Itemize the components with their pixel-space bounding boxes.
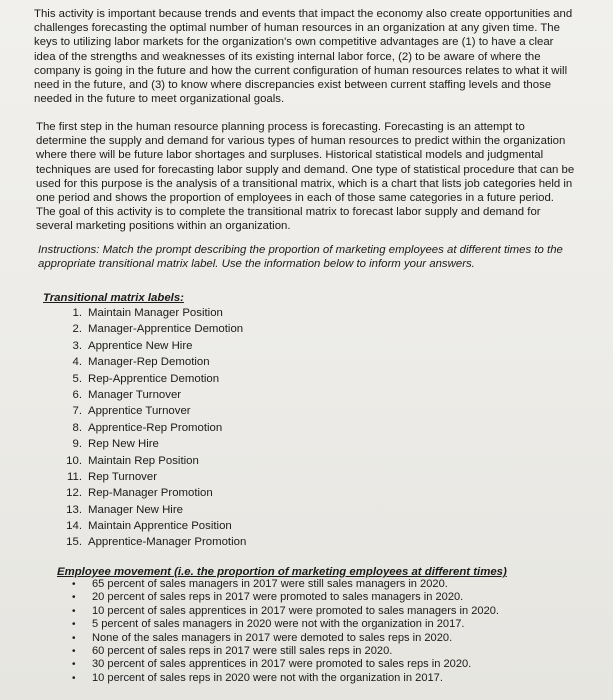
list-number: 13. — [66, 503, 82, 516]
matrix-label-text: Rep-Manager Promotion — [88, 487, 213, 500]
bullet-icon: • — [72, 592, 76, 604]
matrix-label-text: Maintain Apprentice Position — [88, 520, 232, 533]
matrix-label-text: Apprentice Turnover — [88, 405, 191, 418]
movement-text: 10 percent of sales reps in 2020 were not with the organization in 2017. — [92, 671, 443, 684]
bullet-icon: • — [72, 605, 76, 617]
movement-item — [72, 658, 499, 671]
list-number: 9. — [72, 438, 82, 451]
matrix-label-text: Manager-Apprentice Demotion — [88, 323, 244, 336]
bullet-icon: • — [72, 579, 76, 590]
transitional-matrix-labels-list — [62, 305, 246, 551]
matrix-label-item — [62, 321, 246, 337]
matrix-label-text: Rep Turnover — [88, 470, 158, 483]
matrix-label-item — [62, 403, 246, 419]
movement-text: 20 percent of sales reps in 2017 were promoted to sales managers in 2020. — [92, 591, 464, 604]
list-number: 2. — [72, 323, 82, 336]
movement-text: 10 percent of sales apprentices in 2017 were promoted to sales managers in 2020. — [92, 604, 500, 617]
matrix-label-item — [62, 453, 246, 469]
movement-item — [72, 591, 499, 604]
list-number: 7. — [72, 405, 82, 418]
list-number: 10. — [66, 454, 82, 467]
matrix-label-text: Manager-Rep Demotion — [88, 356, 210, 369]
matrix-label-text: Apprentice-Rep Promotion — [88, 421, 223, 434]
list-number: 11. — [67, 470, 82, 483]
matrix-label-text: Manager New Hire — [88, 503, 183, 516]
movement-text: 5 percent of sales managers in 2020 were not with the organization in 2017. — [92, 618, 465, 631]
matrix-label-text: Rep New Hire — [88, 438, 159, 451]
movement-text: None of the sales managers in 2017 were demoted to sales reps in 2020. — [92, 631, 453, 644]
bullet-icon: • — [72, 659, 76, 671]
movement-item — [72, 672, 499, 685]
matrix-label-item — [62, 420, 246, 436]
bullet-icon: • — [72, 672, 76, 684]
movement-item — [72, 632, 499, 645]
bullet-icon: • — [72, 645, 76, 657]
employee-movement-list — [72, 578, 499, 685]
matrix-label-item — [62, 436, 246, 452]
list-number: 8. — [72, 421, 82, 434]
matrix-label-item — [62, 305, 246, 321]
matrix-label-item — [62, 518, 246, 534]
matrix-label-item — [62, 469, 246, 485]
forecasting-paragraph: The first step in the human resource planning process is forecasting. Forecasting is an attempt to determine the supply and demand for various types of human resources to predict within the organization where there will be future labor shortages and surpluses. Historical statistical models and judgmental techniques are used for forecasting labor supply and demand. One type of statistical procedure that can be used for this purpose is the analysis of a transitional matrix, which is a chart that lists job categories held in one period and shows the proportion of employees in each of those same categories in a future period. The goal of this activity is to complete the transitional matrix to forecast labor supply and demand for several marketing positions within an organization. — [36, 121, 575, 233]
matrix-label-item — [62, 502, 246, 518]
matrix-label-item — [62, 485, 246, 501]
matrix-label-text: Apprentice-Manager Promotion — [88, 536, 247, 549]
bullet-icon: • — [72, 619, 76, 631]
list-number: 15. — [66, 536, 82, 549]
list-number: 3. — [72, 339, 82, 352]
employee-movement-heading: Employee movement (i.e. the proportion of marketing employees at different times) — [57, 566, 507, 578]
movement-text: 65 percent of sales managers in 2017 were still sales managers in 2020. — [92, 578, 448, 590]
movement-item — [72, 578, 499, 591]
intro-paragraph: This activity is important because trends and events that impact the economy also create opportunities and challenges forecasting the optimal number of human resources in an organization at any given time. The keys to utilizing labor markets for the organization's own competitive advantages are (1) to have a clear idea of the strengths and weaknesses of its existing internal labor force, (2) to be aware of where the company is going in the future and how the current configuration of human resources relates to what it will need in the future, and (3) to know where discrepancies exist between current staffing levels and those needed in the future to meet organizational goals. — [34, 8, 573, 106]
matrix-label-text: Rep-Apprentice Demotion — [88, 372, 220, 385]
transitional-matrix-heading: Transitional matrix labels: — [43, 292, 184, 304]
movement-text: 30 percent of sales apprentices in 2017 were promoted to sales reps in 2020. — [92, 658, 472, 671]
list-number: 1. — [72, 307, 82, 319]
matrix-label-item — [62, 387, 246, 403]
matrix-label-text: Maintain Rep Position — [88, 454, 199, 467]
matrix-label-item — [62, 534, 246, 550]
matrix-label-item — [62, 354, 246, 370]
movement-text: 60 percent of sales reps in 2017 were still sales reps in 2020. — [92, 644, 393, 657]
movement-item — [72, 645, 499, 658]
list-number: 6. — [72, 388, 82, 401]
movement-item — [72, 618, 499, 631]
instructions-paragraph: Instructions: Match the prompt describing the proportion of marketing employees at different times to the appropriate transitional matrix label. Use the information below to inform your answers. — [38, 244, 563, 271]
list-number: 5. — [72, 372, 82, 385]
matrix-label-item — [62, 338, 246, 354]
matrix-label-text: Maintain Manager Position — [88, 307, 223, 319]
list-number: 4. — [72, 356, 82, 369]
matrix-label-text: Manager Turnover — [88, 388, 182, 401]
matrix-label-item — [62, 371, 246, 387]
bullet-icon: • — [72, 632, 76, 644]
matrix-label-text: Apprentice New Hire — [88, 339, 193, 352]
list-number: 14. — [66, 520, 82, 533]
list-number: 12. — [66, 487, 82, 500]
movement-item — [72, 605, 499, 618]
